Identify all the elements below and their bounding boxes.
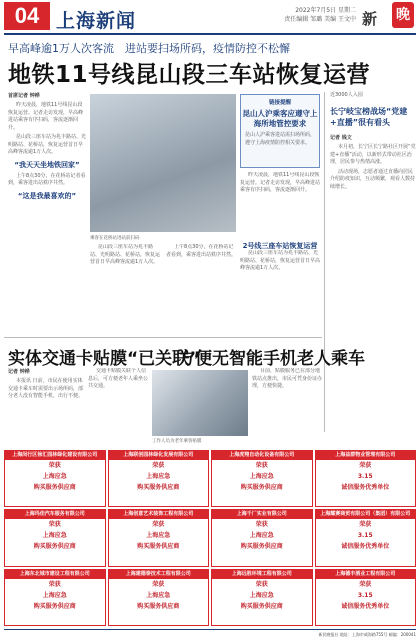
advert-card (315, 450, 417, 507)
page-number: 04 (4, 2, 50, 30)
second-paragraph: 目前，贴膜服务已在部分地铁站点推出，市民可凭身份证办理，方便快捷。 (252, 368, 322, 389)
advert-line: 3.15 (357, 532, 373, 540)
right-headline: 长宁岐宝榜战场“党建+直播”很有看头 (330, 107, 408, 127)
advert-line: 荣获 (152, 580, 165, 588)
lead-paragraph: 上午8点30分，在花桥站记者看到，乘客进出站秩序井然。 (8, 172, 86, 186)
advert-line: 上海应急 (146, 591, 171, 599)
advert-line: 购买服务供应商 (33, 484, 76, 491)
second-paragraph: 本报讯 日前，市民在使用实体交通卡乘车时需要出示场所码，部分老人没有智能手机，出行不便。 (8, 378, 84, 399)
advert-line: 诚信服务优秀单位 (341, 543, 390, 551)
lead-column-5 (240, 250, 320, 334)
advert-card (211, 450, 313, 507)
second-headline-right: 方便无智能手机老人乘车 (178, 349, 365, 369)
right-paragraph: 本月初，长宁区长宁路社区开展“党建+直播”活动，以新形式带动社区治理，居民参与热情高涨。 (330, 144, 416, 165)
lead-kicker: 早高峰逾1万人次客流 进站要扫场所码，疫情防控不松懈 (8, 42, 290, 55)
lead-subhead: “我天天坐地铁回家” (14, 160, 80, 169)
advert-title: 上海德丰酒业工程有限公司 (316, 570, 416, 579)
advert-title: 上海闵行区徐汇园林绿化建设有限公司 (5, 451, 105, 460)
advert-card (108, 450, 210, 507)
lead-column-3 (166, 244, 236, 334)
advert-title: 上海虎翔自动化设备有限公司 (212, 451, 312, 460)
advert-title: 上海远胜环境工程有限公司 (212, 570, 312, 579)
advert-line: 荣获 (359, 580, 372, 588)
advert-card (4, 450, 106, 507)
advert-line: 购买服务供应商 (240, 602, 283, 610)
lead-paragraph: 上午8点30分，在花桥站记者看到，乘客进出站秩序井然。 (166, 244, 236, 258)
advert-line: 荣获 (152, 462, 165, 469)
second-column-2 (88, 368, 148, 446)
second-column-3 (252, 368, 322, 446)
advert-line: 购买服务供应商 (137, 602, 180, 610)
advert-line: 上海应急 (146, 473, 171, 480)
advert-line: 荣获 (255, 580, 268, 588)
lead-byline: 首席记者 钟桦 (8, 93, 40, 99)
column-separator (324, 92, 325, 432)
advert-line: 上海应急 (42, 532, 67, 540)
advert-line: 荣获 (48, 580, 61, 588)
lead-photo (90, 94, 236, 232)
second-headline-left: 实体交通卡贴膜“已关联” (8, 349, 201, 369)
info-box-headline: 昆山人沪乘客应遵守上海所地管控要求 (242, 109, 318, 128)
lead-column-4 (240, 172, 320, 232)
advert-title: 上海建德泰技术工程有限公司 (109, 570, 209, 579)
lead-paragraph: 昨天凌晨，地铁11号线昆山段恢复运营。记者走访发现，早高峰进站乘客有序扫码，客流逐渐回升。 (8, 102, 84, 131)
advert-title: 上海玛佳汽车服务有限公司 (5, 510, 105, 519)
right-byline: 记者 钱文 (330, 135, 352, 141)
advert-line: 3.15 (357, 473, 373, 480)
advert-line: 上海应急 (42, 473, 67, 480)
lead-headline: 地铁11号线昆山段三车站恢复运营 (8, 62, 371, 88)
second-photo (152, 370, 248, 436)
advert-line: 上海应急 (146, 532, 171, 540)
issue-date: 2022年7月5日 星期二 (295, 7, 356, 14)
advert-title: 上海益群物业管理有限公司 (316, 451, 416, 460)
advert-line: 诚信服务优秀单位 (341, 484, 390, 491)
lead-subhead-metro2: 2号线三座车站恢复运营 (242, 242, 318, 250)
advert-title: 上海耀赛商贸有限公司（集团）有限公司 (316, 510, 416, 519)
masthead-rule (4, 33, 416, 35)
advert-line: 购买服务供应商 (137, 543, 180, 551)
advert-line: 荣获 (152, 521, 165, 529)
advert-card (211, 509, 313, 566)
info-box-text: 昆山人沪乘客进站需扫场所码，遵守上海疫情防控相关要求。 (245, 132, 316, 146)
issue-meta (284, 6, 356, 24)
advert-line: 购买服务供应商 (137, 484, 180, 491)
lead-paragraph: 昆山段三座车站为兆丰路站、光明路站、花桥站，恢复运营首日早高峰客流逾1万人次。 (90, 244, 161, 265)
lead-column-2 (90, 244, 162, 334)
advert-line: 诚信服务优秀单位 (341, 602, 390, 610)
advert-line: 3.15 (357, 591, 373, 599)
logo-text-new: 新 (362, 10, 378, 28)
advert-card (4, 509, 106, 566)
advert-line: 荣获 (48, 462, 61, 469)
advert-line: 购买服务供应商 (240, 543, 283, 551)
lead-paragraph: 昆山段三座车站为兆丰路站、光明路站、花桥站，恢复运营首日早高峰客流逾1万人次。 (240, 250, 320, 271)
advert-line: 购买服务供应商 (33, 543, 76, 551)
masthead (0, 0, 420, 36)
advert-line: 上海应急 (249, 591, 274, 599)
info-box (240, 94, 320, 168)
logo-text-evening: 晚 (392, 2, 414, 28)
lead-subhead: “这是我最喜欢的” (17, 191, 77, 200)
second-paragraph: 交通卡贴膜关联个人信息后，可方便老年人乘坐公共交通。 (88, 368, 148, 389)
advert-title: 上海创意艺术装饰工程有限公司 (109, 510, 209, 519)
right-top-note: 近3000人入园 (330, 92, 363, 98)
second-photo-caption: 工作人员为老年乘客贴膜 (152, 439, 202, 444)
advert-card (211, 569, 313, 626)
advert-line: 荣获 (48, 521, 61, 529)
editor-line: 责任编辑 邹璐 美编 王文中 (284, 16, 356, 23)
advert-card (108, 569, 210, 626)
page-footer: 新民晚报社 地址：上海市威海路755号 邮编：200041 (4, 629, 416, 638)
lead-paragraph: 昆山段三座车站为兆丰路站、光明路站、花桥站，恢复运营首日早高峰客流逾1万人次。 (8, 134, 86, 155)
advert-line: 荣获 (255, 521, 268, 529)
advert-grid (4, 450, 416, 626)
lead-photo-caption: 乘客在花桥站进站前扫码 (90, 236, 140, 241)
advert-card (108, 509, 210, 566)
advert-card (315, 509, 417, 566)
advert-title: 上海千厂实业有限公司 (212, 510, 312, 519)
second-byline: 记者 钟桦 (8, 369, 30, 375)
advert-line: 上海应急 (249, 532, 274, 540)
advert-line: 购买服务供应商 (33, 602, 76, 610)
advert-line: 荣获 (359, 462, 372, 469)
advert-line: 荣获 (359, 521, 372, 529)
right-column (330, 134, 416, 434)
advert-line: 购买服务供应商 (240, 484, 283, 491)
advert-title: 上海东北城市建设工程有限公司 (5, 570, 105, 579)
advert-line: 上海应急 (42, 591, 67, 599)
advert-line: 上海应急 (249, 473, 274, 480)
info-box-title: 链接提醒 (268, 100, 291, 106)
advert-title: 上海联创园林绿化发展有限公司 (109, 451, 209, 460)
advert-card (4, 569, 106, 626)
story-separator (4, 337, 322, 338)
lead-column-1 (8, 92, 86, 332)
second-column-1 (8, 368, 84, 446)
advert-line: 荣获 (255, 462, 268, 469)
newspaper-logo (362, 2, 414, 32)
section-title: 上海新闻 (56, 10, 137, 32)
advert-card (315, 569, 417, 626)
right-paragraph: 活动现场，志愿者通过直播向居民介绍防疫知识，互动频繁，观看人数持续增长。 (330, 168, 416, 190)
lead-paragraph: 昨天凌晨，地铁11号线昆山段恢复运营。记者走访发现，早高峰进站乘客有序扫码，客流逐渐回升。 (240, 172, 320, 193)
